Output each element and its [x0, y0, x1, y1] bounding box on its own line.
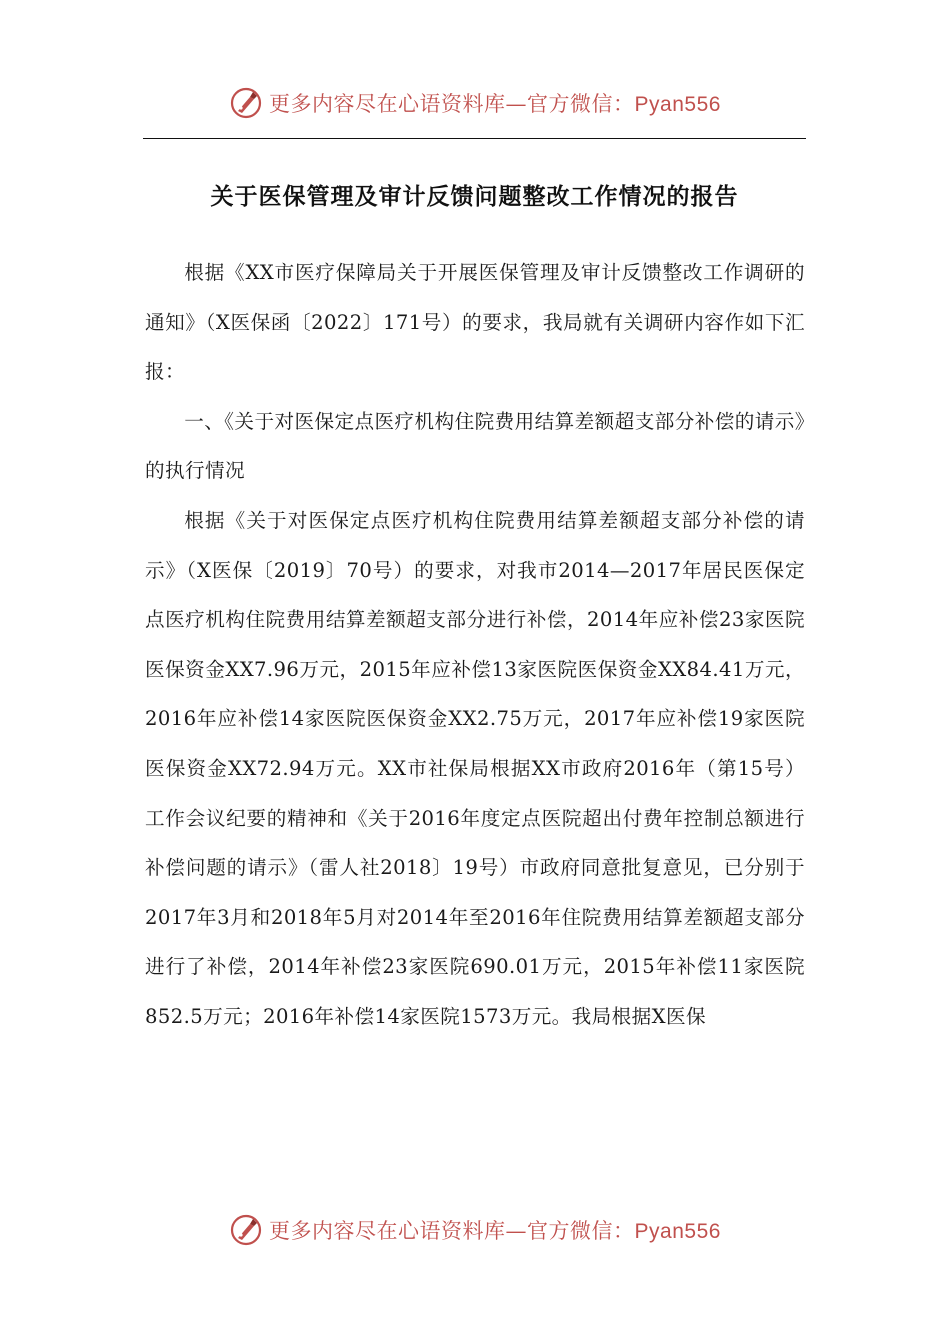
document-title: 关于医保管理及审计反馈问题整改工作情况的报告 — [210, 184, 739, 210]
watermark-label: 更多内容尽在心语资料库—官方微信： — [269, 1219, 635, 1243]
watermark-handle: Pyan556 — [634, 93, 721, 116]
paragraph-intro: 根据《XX市医疗保障局关于开展医保管理及审计反馈整改工作调研的通知》（X医保函〔2022〕171号）的要求，我局就有关调研内容作如下汇报： — [145, 261, 805, 384]
header-divider — [143, 138, 806, 139]
document-body — [145, 248, 805, 1042]
pen-nib-logo-icon — [229, 1213, 263, 1247]
watermark-text — [269, 1215, 721, 1245]
pen-nib-logo-icon — [229, 86, 263, 120]
watermark-text — [269, 88, 721, 118]
watermark-label: 更多内容尽在心语资料库—官方微信： — [269, 92, 635, 116]
footer-watermark — [0, 1210, 950, 1250]
header-watermark — [0, 83, 950, 123]
paragraph-section-heading: 一、《关于对医保定点医疗机构住院费用结算差额超支部分补偿的请示》的执行情况 — [145, 409, 805, 483]
watermark-handle: Pyan556 — [634, 1220, 721, 1243]
paragraph-body: 根据《关于对医保定点医疗机构住院费用结算差额超支部分补偿的请示》（X医保〔2019〕70号）的要求，对我市2014—2017年居民医保定点医疗机构住院费用结算差额超支部分进行补偿，2014年应补偿23家医院医保资金XX7.96万元，2015年应补偿13家医院医保资金XX84.41万元，2016年应补偿14家医院医保资金XX2.75万元，2017年应补偿19家医院医保资金XX72.94万元。XX市社保局根据XX市政府2016年（第15号）工作会议纪要的精神和《关于2016年度定点医院超出付费年控制总额进行补偿问题的请示》（雷人社2018〕19号）市政府同意批复意见，已分别于2017年3月和2018年5月对2014年至2016年住院费用结算差额超支部分进行了补偿，2014年补偿23家医院690.01万元，2015年补偿11家医院852.5万元；2016年补偿14家医院1573万元。我局根据X医保 — [145, 508, 805, 1028]
